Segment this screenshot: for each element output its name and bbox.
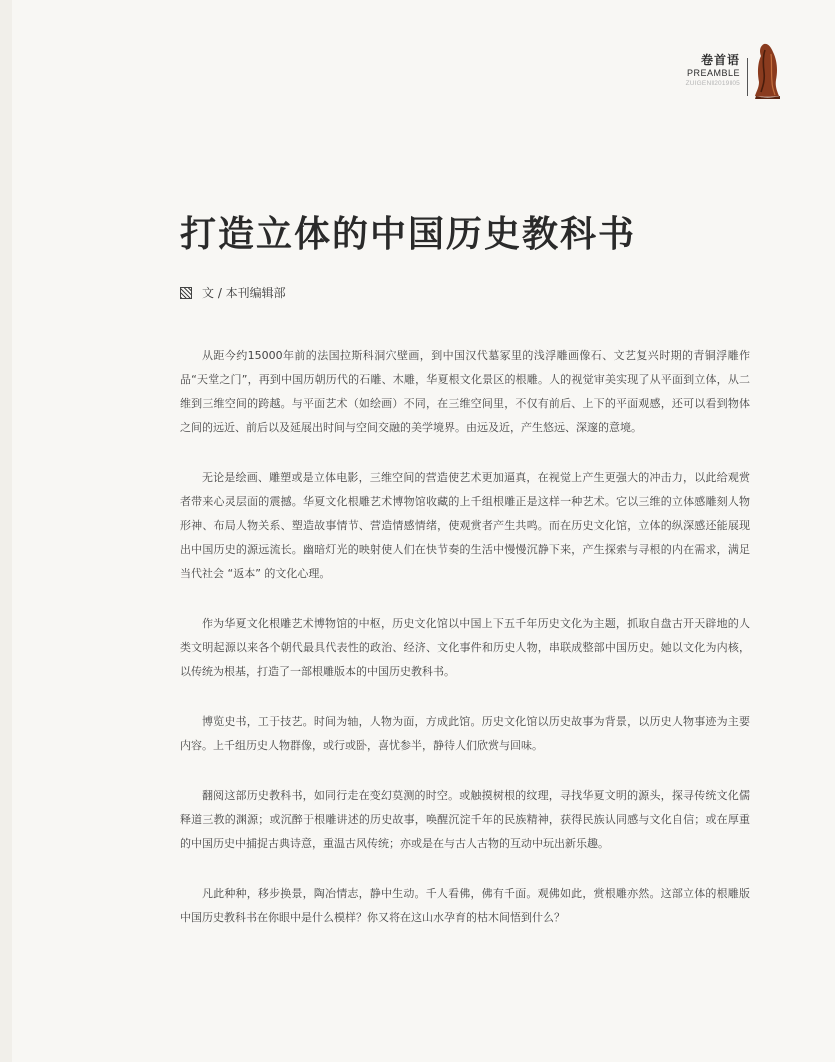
section-header xyxy=(686,53,740,88)
root-sculpture-logo-icon xyxy=(751,42,783,100)
paragraph: 博览史书，工于技艺。时间为轴，人物为面，方成此馆。历史文化馆以历史故事为背景，以历史人物事迹为主要内容。上千组历史人物群像，或行或卧，喜忧参半，静待人们欣赏与回味。 xyxy=(180,715,750,752)
header-divider xyxy=(747,58,748,96)
article-title: 打造立体的中国历史教科书 xyxy=(180,213,637,255)
paragraph: 从距今约15000年前的法国拉斯科洞穴壁画，到中国汉代墓冢里的浅浮雕画像石、文艺复兴时期的青铜浮雕作品“天堂之门”，再到中国历朝历代的石雕、木雕，华夏根文化景区的根雕。人的视觉审美实现了从平面到立体，从二维到三维空间的跨越。与平面艺术（如绘画）不同，在三维空间里，不仅有前后、上下的平面观感，还可以看到物体之间的远近、前后以及延展出时间与空间交融的美学境界。由远及近，产生悠远、深邃的意境。 xyxy=(180,349,750,434)
byline-text: 文 / 本刊编辑部 xyxy=(202,286,286,300)
section-title-cn: 卷首语 xyxy=(700,53,740,67)
section-title-en: PREAMBLE xyxy=(686,68,740,78)
issue-number: ZUIGEN‖2019‖05 xyxy=(685,80,740,87)
page-gutter xyxy=(0,0,12,1062)
paragraph: 翻阅这部历史教科书，如同行走在变幻莫测的时空。或触摸树根的纹理，寻找华夏文明的源头，探寻传统文化儒释道三教的渊源；或沉醉于根雕讲述的历史故事，唤醒沉淀千年的民族精神，获得民族认同感与文化自信；或在厚重的中国历史中捕捉古典诗意，重温古风传统；亦或是在与古人古物的互动中玩出新乐趣。 xyxy=(180,789,750,850)
paragraph: 无论是绘画、雕塑或是立体电影，三维空间的营造使艺术更加逼真，在视觉上产生更强大的冲击力，以此给观赏者带来心灵层面的震撼。华夏文化根雕艺术博物馆收藏的上千组根雕正是这样一种艺术。它以三维的立体感雕刻人物形神、布局人物关系、塑造故事情节、营造情感情绪，使观赏者产生共鸣。而在历史文化馆，立体的纵深感还能展现出中国历史的源远流长。幽暗灯光的映射使人们在快节奏的生活中慢慢沉静下来，产生探索与寻根的内在需求，满足当代社会 “返本” 的文化心理。 xyxy=(180,471,750,580)
byline xyxy=(180,284,286,301)
paragraph: 作为华夏文化根雕艺术博物馆的中枢，历史文化馆以中国上下五千年历史文化为主题，抓取自盘古开天辟地的人类文明起源以来各个朝代最具代表性的政治、经济、文化事件和历史人物，串联成整部中国历史。她以文化为内核，以传统为根基，打造了一部根雕版本的中国历史教科书。 xyxy=(180,617,750,678)
hatched-square-icon xyxy=(180,287,192,299)
paragraph: 凡此种种，移步换景，陶冶情志，静中生动。千人看佛，佛有千面。观佛如此，赏根雕亦然。这部立体的根雕版中国历史教科书在你眼中是什么模样？你又将在这山水孕育的枯木间悟到什么？ xyxy=(180,887,750,924)
article-body xyxy=(180,344,750,956)
